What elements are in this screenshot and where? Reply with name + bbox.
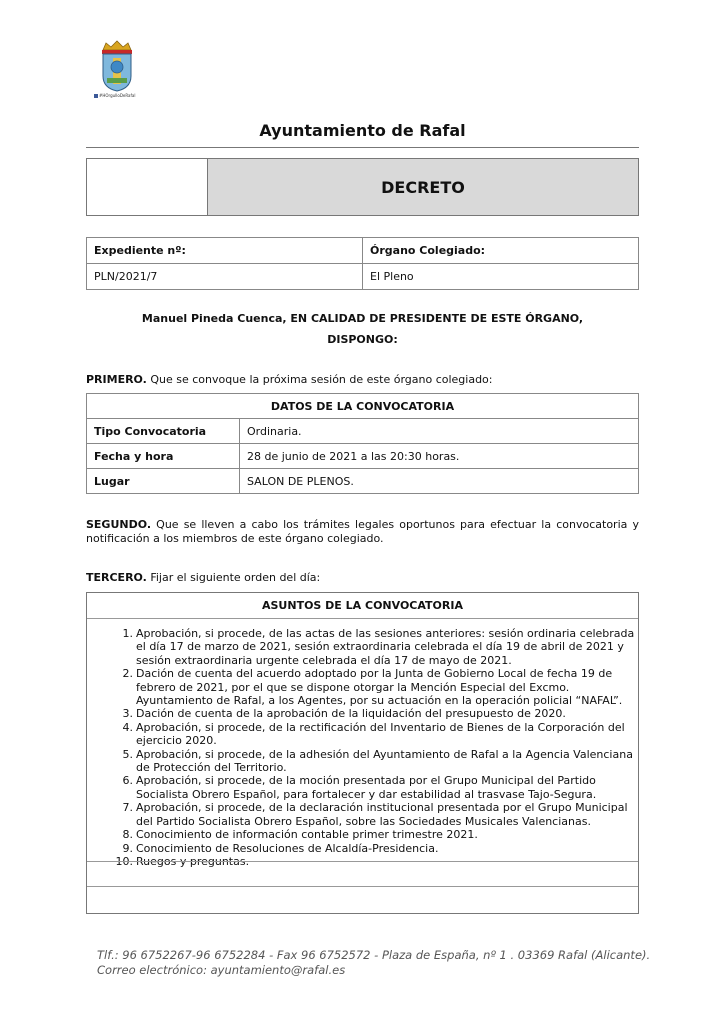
dispongo-line: DISPONGO: <box>327 333 398 346</box>
item-number: 10. <box>115 854 133 868</box>
footer-contact <box>97 948 650 978</box>
expediente-value: PLN/2021/7 <box>87 264 363 290</box>
organo-label: Órgano Colegiado: <box>363 238 639 264</box>
item-number: 2. <box>122 667 133 681</box>
list-item <box>87 801 638 828</box>
asuntos-box <box>86 592 639 914</box>
expediente-table <box>86 237 639 290</box>
lugar-value: SALON DE PLENOS. <box>240 469 639 494</box>
item-text: Dación de cuenta de la aprobación de la liquidación del presupuesto de 2020. <box>136 707 566 721</box>
primero-paragraph <box>86 373 639 387</box>
fecha-hora-label: Fecha y hora <box>87 444 240 469</box>
decreto-heading: DECRETO <box>208 159 638 215</box>
item-number: 9. <box>122 841 133 855</box>
asuntos-heading: ASUNTOS DE LA CONVOCATORIA <box>87 593 638 619</box>
primero-text: Que se convoque la próxima sesión de este órgano colegiado: <box>150 373 493 386</box>
presidente-line: Manuel Pineda Cuenca, EN CALIDAD DE PRESIDENTE DE ESTE ÓRGANO, <box>141 312 584 325</box>
item-text: Aprobación, si procede, de la declaración institucional presentada por el Grupo Municipal del Partido Socialista Obrero Español, sobre las Sociedades Musicales Valencianas. <box>136 801 628 828</box>
list-item <box>87 667 638 707</box>
decreto-empty-cell <box>87 159 208 215</box>
segundo-label: SEGUNDO. <box>86 518 152 531</box>
organo-value: El Pleno <box>363 264 639 290</box>
convocatoria-table <box>86 393 639 494</box>
decreto-header-box <box>86 158 639 216</box>
item-number: 6. <box>122 774 133 788</box>
tercero-paragraph <box>86 571 639 585</box>
tipo-convocatoria-label: Tipo Convocatoria <box>87 419 240 444</box>
empty-row-divider <box>87 861 638 862</box>
tipo-convocatoria-value: Ordinaria. <box>240 419 639 444</box>
list-item <box>87 828 638 841</box>
item-number: 8. <box>122 828 133 842</box>
asuntos-list <box>87 627 638 868</box>
list-item <box>87 721 638 748</box>
list-item <box>87 748 638 775</box>
facebook-icon <box>94 94 98 98</box>
primero-label: PRIMERO. <box>86 373 147 386</box>
segundo-text: Que se lleven a cabo los trámites legales oportunos para efectuar la convocatoria y notificación a los miembros de este órgano colegiado. <box>86 518 640 545</box>
item-number: 7. <box>122 801 133 815</box>
footer-address: Tlf.: 96 6752267-96 6752284 - Fax 96 6752572 - Plaza de España, nº 1 . 03369 Rafal (Alicante). <box>97 948 651 962</box>
item-text: Aprobación, si procede, de la moción presentada por el Grupo Municipal del Partido Socialista Obrero Español, para fortalecer y dar estabilidad al trasvase Tajo-Segura. <box>136 774 597 801</box>
item-text: Aprobación, si procede, de las actas de las sesiones anteriores: sesión ordinaria celebrada el día 17 de marzo de 2021, sesión extraordinaria celebrada el día 19 de abril de 2021 y sesión extraordinaria urgente celebrada el día 17 de mayo de 2021. <box>136 627 635 667</box>
fecha-hora-value: 28 de junio de 2021 a las 20:30 horas. <box>240 444 639 469</box>
convocatoria-heading: DATOS DE LA CONVOCATORIA <box>87 394 639 419</box>
item-text: Ruegos y preguntas. <box>136 854 250 868</box>
segundo-paragraph <box>86 518 639 546</box>
lugar-label: Lugar <box>87 469 240 494</box>
title-divider <box>86 147 639 148</box>
item-number: 3. <box>122 707 133 721</box>
item-text: Aprobación, si procede, de la rectificación del Inventario de Bienes de la Corporación del ejercicio 2020. <box>136 720 625 748</box>
list-item <box>87 774 638 801</box>
list-item <box>87 707 638 720</box>
tercero-text: Fijar el siguiente orden del día: <box>150 571 321 584</box>
item-text: Dación de cuenta del acuerdo adoptado por la Junta de Gobierno Local de fecha 19 de febrero de 2021, por el que se dispone otorgar la Mención Especial del Excmo. Ayuntamiento de Rafal, a los Agentes, por su actuación en la operación policial “NAFAL”. <box>136 667 623 708</box>
expediente-label: Expediente nº: <box>87 238 363 264</box>
crown-shield-icon <box>94 40 140 92</box>
footer-email: Correo electrónico: ayuntamiento@rafal.es <box>97 963 346 977</box>
item-number: 1. <box>122 627 133 640</box>
item-text: Aprobación, si procede, de la adhesión del Ayuntamiento de Rafal a la Agencia Valenciana de Protección del Territorio. <box>136 747 633 775</box>
item-number: 5. <box>122 747 133 761</box>
tercero-label: TERCERO. <box>86 571 147 584</box>
list-item <box>87 627 638 667</box>
empty-row-divider <box>87 886 638 887</box>
page-title: Ayuntamiento de Rafal <box>259 121 466 140</box>
item-text: Conocimiento de Resoluciones de Alcaldía-Presidencia. <box>136 841 439 855</box>
item-text: Conocimiento de información contable primer trimestre 2021. <box>136 828 478 842</box>
logo-caption <box>94 93 144 98</box>
list-item <box>87 842 638 855</box>
coat-of-arms-logo <box>94 40 144 98</box>
item-number: 4. <box>122 720 133 734</box>
logo-caption-text: #HOrgulloDeRafal <box>99 93 136 98</box>
